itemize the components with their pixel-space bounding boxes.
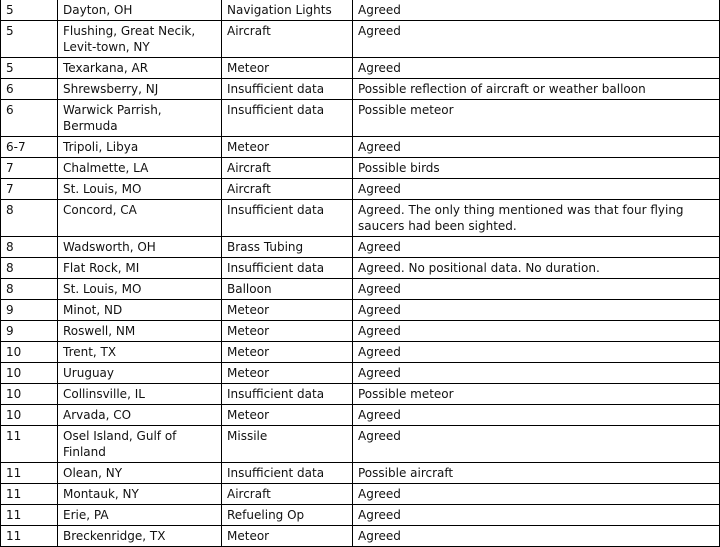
location-cell: Wadsworth, OH — [58, 237, 222, 258]
evaluation-cell: Aircraft — [222, 21, 353, 58]
evaluation-cell: Refueling Op — [222, 505, 353, 526]
table-row — [1, 321, 720, 342]
table-row — [1, 484, 720, 505]
location-cell: Trent, TX — [58, 342, 222, 363]
comment-cell: Possible reflection of aircraft or weather balloon — [353, 79, 720, 100]
evaluation-cell: Insufficient data — [222, 463, 353, 484]
table-row — [1, 426, 720, 463]
comment-cell: Agreed — [353, 505, 720, 526]
day-cell: 6 — [1, 100, 58, 137]
comment-cell: Agreed — [353, 0, 720, 21]
table-row — [1, 526, 720, 547]
table-row — [1, 279, 720, 300]
comment-cell: Agreed — [353, 405, 720, 426]
comment-cell: Agreed — [353, 300, 720, 321]
comment-cell: Agreed — [353, 137, 720, 158]
comment-cell: Agreed — [353, 342, 720, 363]
table-row — [1, 0, 720, 21]
table-row — [1, 300, 720, 321]
day-cell: 9 — [1, 300, 58, 321]
day-cell: 8 — [1, 237, 58, 258]
evaluation-cell: Aircraft — [222, 484, 353, 505]
day-cell: 5 — [1, 0, 58, 21]
location-cell: Minot, ND — [58, 300, 222, 321]
evaluation-cell: Insufficient data — [222, 200, 353, 237]
evaluation-cell: Aircraft — [222, 179, 353, 200]
table-row — [1, 405, 720, 426]
location-cell: Breckenridge, TX — [58, 526, 222, 547]
location-cell: Dayton, OH — [58, 0, 222, 21]
location-cell: Collinsville, IL — [58, 384, 222, 405]
location-cell: Warwick Parrish, Bermuda — [58, 100, 222, 137]
location-cell: Erie, PA — [58, 505, 222, 526]
evaluation-cell: Balloon — [222, 279, 353, 300]
day-cell: 11 — [1, 426, 58, 463]
day-cell: 7 — [1, 179, 58, 200]
table-body — [1, 0, 720, 547]
location-cell: Uruguay — [58, 363, 222, 384]
evaluation-cell: Navigation Lights — [222, 0, 353, 21]
day-cell: 9 — [1, 321, 58, 342]
comment-cell: Agreed — [353, 279, 720, 300]
table-row — [1, 200, 720, 237]
table-row — [1, 158, 720, 179]
day-cell: 11 — [1, 526, 58, 547]
evaluation-cell: Missile — [222, 426, 353, 463]
table-row — [1, 384, 720, 405]
location-cell: Flushing, Great Necik, Levit-town, NY — [58, 21, 222, 58]
table-row — [1, 179, 720, 200]
location-cell: Arvada, CO — [58, 405, 222, 426]
table-row — [1, 363, 720, 384]
comment-cell: Agreed — [353, 21, 720, 58]
comment-cell: Agreed — [353, 363, 720, 384]
table-row — [1, 463, 720, 484]
location-cell: Concord, CA — [58, 200, 222, 237]
evaluation-cell: Insufficient data — [222, 79, 353, 100]
day-cell: 8 — [1, 258, 58, 279]
evaluation-cell: Meteor — [222, 526, 353, 547]
table-row — [1, 237, 720, 258]
evaluation-cell: Meteor — [222, 363, 353, 384]
evaluation-cell: Meteor — [222, 300, 353, 321]
location-cell: Montauk, NY — [58, 484, 222, 505]
location-cell: St. Louis, MO — [58, 279, 222, 300]
location-cell: St. Louis, MO — [58, 179, 222, 200]
day-cell: 5 — [1, 21, 58, 58]
evaluation-cell: Insufficient data — [222, 258, 353, 279]
table-row — [1, 342, 720, 363]
table-row — [1, 21, 720, 58]
day-cell: 10 — [1, 384, 58, 405]
day-cell: 6 — [1, 79, 58, 100]
location-cell: Roswell, NM — [58, 321, 222, 342]
comment-cell: Agreed. No positional data. No duration. — [353, 258, 720, 279]
table-row — [1, 79, 720, 100]
evaluation-cell: Aircraft — [222, 158, 353, 179]
comment-cell: Agreed — [353, 58, 720, 79]
day-cell: 10 — [1, 342, 58, 363]
comment-cell: Agreed — [353, 484, 720, 505]
evaluation-cell: Meteor — [222, 137, 353, 158]
day-cell: 11 — [1, 484, 58, 505]
evaluation-cell: Meteor — [222, 342, 353, 363]
comment-cell: Possible aircraft — [353, 463, 720, 484]
comment-cell: Agreed — [353, 321, 720, 342]
evaluation-cell: Insufficient data — [222, 100, 353, 137]
evaluation-cell: Brass Tubing — [222, 237, 353, 258]
day-cell: 8 — [1, 200, 58, 237]
location-cell: Texarkana, AR — [58, 58, 222, 79]
table-row — [1, 137, 720, 158]
location-cell: Tripoli, Libya — [58, 137, 222, 158]
table-row — [1, 100, 720, 137]
day-cell: 6-7 — [1, 137, 58, 158]
comment-cell: Possible meteor — [353, 100, 720, 137]
location-cell: Chalmette, LA — [58, 158, 222, 179]
day-cell: 11 — [1, 463, 58, 484]
location-cell: Flat Rock, MI — [58, 258, 222, 279]
location-cell: Osel Island, Gulf of Finland — [58, 426, 222, 463]
day-cell: 10 — [1, 363, 58, 384]
comment-cell: Agreed — [353, 179, 720, 200]
comment-cell: Possible meteor — [353, 384, 720, 405]
evaluation-cell: Meteor — [222, 321, 353, 342]
evaluation-cell: Meteor — [222, 58, 353, 79]
comment-cell: Agreed — [353, 237, 720, 258]
evaluation-cell: Insufficient data — [222, 384, 353, 405]
location-cell: Olean, NY — [58, 463, 222, 484]
day-cell: 8 — [1, 279, 58, 300]
day-cell: 7 — [1, 158, 58, 179]
location-cell: Shrewsberry, NJ — [58, 79, 222, 100]
comment-cell: Agreed — [353, 426, 720, 463]
table-row — [1, 258, 720, 279]
comment-cell: Agreed — [353, 526, 720, 547]
day-cell: 10 — [1, 405, 58, 426]
evaluation-cell: Meteor — [222, 405, 353, 426]
table-row — [1, 58, 720, 79]
day-cell: 5 — [1, 58, 58, 79]
comment-cell: Agreed. The only thing mentioned was that four flying saucers had been sighted. — [353, 200, 720, 237]
comment-cell: Possible birds — [353, 158, 720, 179]
day-cell: 11 — [1, 505, 58, 526]
